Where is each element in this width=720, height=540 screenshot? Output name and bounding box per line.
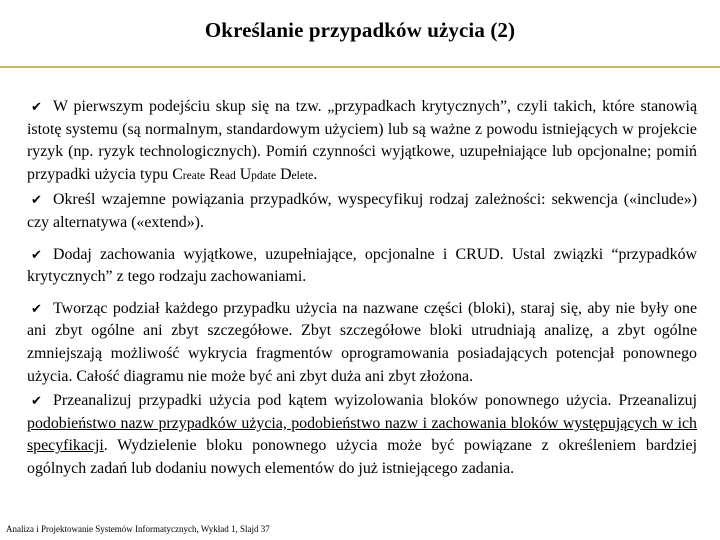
crud-read: Read [209,165,236,183]
bullet-item-reuse [27,390,697,480]
bullet-text-underlined: podobieństwo nazw przypadków użycia, podobieństwo nazw i zachowania bloków występujących w ich specyfikacji [27,414,697,455]
bullet-item-critical-cases [27,96,697,187]
bullet-text: Tworząc podział każdego przypadku użycia na nazwane części (bloki), staraj się, aby nie były one ani zbyt ogólne ani zbyt szczegółowe. Zbyt szczegółowe bloki utrudniają analizę, a zbyt ogólne zmniejszają możliwość wykrycia fragmentów oprogramowania posiadających potencjał ponownego użycia. Całość diagramu nie może być ani zbyt duża ani zbyt złożona. [27,299,697,385]
bullet-end: . [313,165,318,183]
bullet-text: Określ wzajemne powiązania przypadków, wyspecyfikuj rodzaj zależności: sekwencja («include») czy alternatywa («extend»). [27,191,697,231]
crud-delete: Delete [280,165,314,183]
slide-footer: Analiza i Projektowanie Systemów Informatycznych, Wykład 1, Slajd 37 [6,524,270,534]
check-icon: ✔ [31,394,42,410]
check-icon: ✔ [31,193,42,209]
bullet-item-blocks [27,298,697,388]
bullet-text-before: Przeanalizuj przypadki użycia pod kątem wyizolowania bloków ponownego użycia. Przeanalizuj [53,392,697,410]
bullet-item-exceptions [27,244,697,289]
check-icon: ✔ [31,301,42,317]
title-divider [0,66,720,68]
check-icon: ✔ [31,247,42,263]
crud-update: Update [239,165,277,183]
slide-title: Określanie przypadków użycia (2) [204,18,516,42]
crud-create: Create [172,165,206,183]
check-icon: ✔ [31,100,42,115]
bullet-text-after: . Wydzielenie bloku ponownego użycia może być powiązane z określeniem bardziej ogólnych zadań lub dodaniu nowych elementów do już istniejącego zadania. [27,437,697,477]
bullet-text: W pierwszym podejściu skup się na tzw. „przypadkach krytycznych”, czyli takich, które stanowią istotę systemu (są normalnym, standardowym użyciem) lub są ważne z powodu istniejących w projekcie ryzyk (np. ryzyk technologicznych). Pomiń czynności wyjątkowe, uzupełniające lub opcjonalne; pomiń przypadki użycia typu [27,98,697,183]
bullet-list [27,96,697,481]
bullet-item-relations [27,189,697,234]
bullet-text: Dodaj zachowania wyjątkowe, uzupełniające, opcjonalne i CRUD. Ustal związki “przypadków krytycznych” z tego rodzaju zachowaniami. [27,245,697,286]
